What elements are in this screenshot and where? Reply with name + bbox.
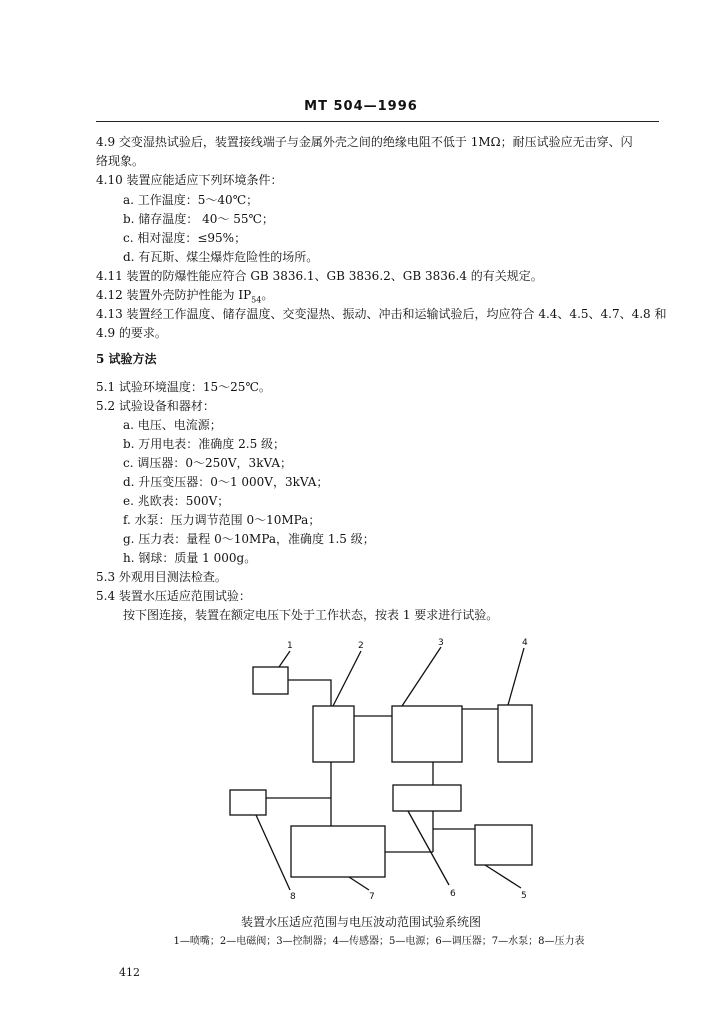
box-7-water-pump xyxy=(291,826,385,877)
label-4: 4 xyxy=(522,638,528,648)
leader-8 xyxy=(256,815,290,890)
leader-7 xyxy=(349,877,369,890)
label-8: 8 xyxy=(290,892,296,902)
line-5-2h: h. 钢球：质量 1 000g。 xyxy=(123,551,257,565)
label-1: 1 xyxy=(287,641,293,651)
line-4-12-prefix: 4.12 装置外壳防护性能为 IP xyxy=(96,288,252,302)
line-4-12-sub: 54 xyxy=(251,295,262,305)
box-4-sensor xyxy=(498,705,532,762)
line-4-10c: c. 相对湿度：≤95%； xyxy=(123,231,247,245)
line-5-2: 5.2 试验设备和器材： xyxy=(96,399,215,413)
diagram-legend: 1—喷嘴；2—电磁阀；3—控制器；4—传感器；5—电源；6—调压器；7—水泵；8—压力表 xyxy=(173,936,585,947)
line-5-2a: a. 电压、电流源； xyxy=(123,418,222,432)
line-4-12-suffix: 。 xyxy=(261,288,274,302)
line-4-11: 4.11 装置的防爆性能应符合 GB 3836.1、GB 3836.2、GB 3836.4 的有关规定。 xyxy=(96,269,543,283)
line-4-13b: 4.9 的要求。 xyxy=(96,326,167,340)
label-5: 5 xyxy=(521,891,527,901)
line-5-2f: f. 水泵：压力调节范围 0～10MPa； xyxy=(123,513,321,527)
diagram-caption: 装置水压适应范围与电压波动范围试验系统图 xyxy=(240,915,481,929)
page-number: 412 xyxy=(119,966,140,979)
section-5-title: 5 试验方法 xyxy=(96,352,157,366)
box-6-pressure-regulator xyxy=(393,785,461,811)
leader-1 xyxy=(279,651,290,667)
box-3-controller xyxy=(392,706,462,762)
box-8-pressure-gauge xyxy=(230,790,266,815)
label-6: 6 xyxy=(450,889,456,899)
leader-3 xyxy=(402,647,441,706)
line-5-2d: d. 升压变压器：0～1 000V，3kVA； xyxy=(123,475,329,489)
line-4-10d: d. 有瓦斯、煤尘爆炸危险性的场所。 xyxy=(123,250,319,264)
leader-6 xyxy=(408,811,449,885)
line-5-2e: e. 兆欧表：500V； xyxy=(123,494,230,508)
label-3: 3 xyxy=(438,638,444,648)
line-5-1: 5.1 试验环境温度：15～25℃。 xyxy=(96,380,271,394)
box-1-nozzle xyxy=(253,667,288,694)
leader-5 xyxy=(485,865,521,888)
line-4-10a: a. 工作温度：5～40℃； xyxy=(123,193,259,207)
leader-2 xyxy=(333,651,361,706)
line-5-4: 5.4 装置水压适应范围试验： xyxy=(96,589,251,603)
line-5-2c: c. 调压器：0～250V，3kVA； xyxy=(123,456,292,470)
label-7: 7 xyxy=(369,892,375,902)
line-4-13a: 4.13 装置经工作温度、储存温度、交变湿热、振动、冲击和运输试验后，均应符合 4.4、4.5、4.7、4.8 和 xyxy=(96,307,667,321)
line-5-3: 5.3 外观用目测法检查。 xyxy=(96,570,227,584)
line-4-10: 4.10 装置应能适应下列环境条件： xyxy=(96,173,283,187)
running-header: MT 504—1996 xyxy=(304,99,418,114)
line-4-9b: 络现象。 xyxy=(96,154,145,168)
line-5-2b: b. 万用电表：准确度 2.5 级； xyxy=(123,437,286,451)
box-5-power-supply xyxy=(475,825,532,865)
line-5-2g: g. 压力表：量程 0～10MPa，准确度 1.5 级； xyxy=(123,532,375,546)
line-5-4-body: 按下图连接，装置在额定电压下处于工作状态，按表 1 要求进行试验。 xyxy=(123,608,499,622)
line-4-10b: b. 储存温度： 40～ 55℃； xyxy=(123,212,274,226)
leader-4 xyxy=(508,648,524,705)
box-2-solenoid-valve xyxy=(313,706,354,762)
line-1-to-2 xyxy=(288,680,331,706)
line-4-9a: 4.9 交变湿热试验后，装置接线端子与金属外壳之间的绝缘电阻不低于 1MΩ；耐压试验应无击穿、闪 xyxy=(96,135,633,149)
label-2: 2 xyxy=(358,641,364,651)
